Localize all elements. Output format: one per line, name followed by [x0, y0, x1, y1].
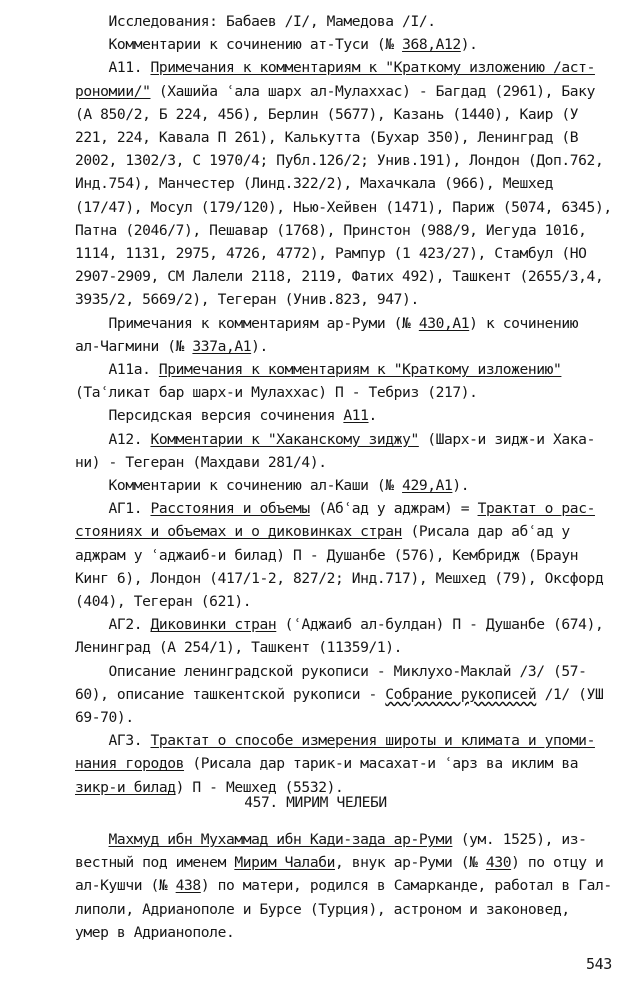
line-text: 221, 224, Кавала П 261), Калькутта (Бухар 350), Ленинград (В	[75, 129, 579, 146]
text-line	[75, 12, 631, 32]
line-text: Персидская версия сочинения	[75, 407, 344, 425]
line-text: ).	[452, 477, 470, 494]
text-line	[75, 174, 631, 194]
line-text: 60), описание ташкентской рукописи -	[75, 685, 386, 703]
underlined-title: Диковинки стран	[150, 616, 277, 634]
line-text: ал-Кушчи (№	[75, 877, 176, 895]
underlined-title: Примечания к комментариям к "Краткому изложению"	[158, 361, 562, 378]
wavy-underlined-title: Собрание рукописей	[385, 685, 537, 703]
line-text: A11а.	[75, 361, 159, 378]
line-text: (А 850/2, Б 224, 456), Берлин (5677), Казань (1440), Каир (У	[75, 105, 579, 123]
text-line	[75, 82, 631, 102]
line-text: Патна (2046/7), Пешавар (1768), Принстон (988/9, Иегуда 1016,	[75, 221, 587, 239]
page-number: 543	[586, 955, 612, 973]
entry-reference: A11	[343, 407, 369, 425]
line-text: (404), Тегеран (621).	[75, 593, 252, 610]
underlined-title: Комментарии к "Хаканскому зиджу"	[150, 430, 419, 448]
line-text: (Рисала дар тарик-и масахат-и ʿарз ва иклим ва	[184, 755, 579, 773]
underlined-title: зикр-и билад	[75, 778, 176, 796]
underlined-title: Трактат о рас-	[477, 500, 595, 518]
text-line	[75, 685, 631, 705]
line-text: аджрам у ʿаджаиб-и билад) П - Душанбе (576), Кембридж (Браун	[75, 546, 579, 564]
text-line	[75, 638, 631, 658]
text-line	[75, 876, 631, 896]
text-line	[75, 923, 631, 943]
underlined-title: Расстояния и объемы	[150, 500, 310, 518]
line-text: ) по матери, родился в Самарканде, работал в Гал-	[200, 877, 612, 895]
text-line	[75, 569, 631, 589]
text-line	[75, 35, 631, 55]
line-text: Примечания к комментариям ар-Руми (№	[75, 314, 419, 332]
line-text: ) к сочинению	[469, 314, 579, 332]
text-line	[75, 314, 631, 334]
line-text: Инд.754), Манчестер (Линд.322/2), Махачкала (966), Мешхед	[75, 175, 554, 193]
line-text: вестный под именем	[75, 854, 235, 872]
text-line	[75, 662, 631, 682]
line-text: (Рисала дар абʿад у	[402, 523, 570, 541]
entry-reference: 430,A1	[418, 314, 470, 332]
line-text: (Абʿад у аджрам) =	[309, 500, 478, 518]
line-text: умер в Адрианополе.	[75, 923, 235, 941]
text-line	[75, 337, 631, 357]
text-line	[75, 244, 631, 264]
text-line	[75, 128, 631, 148]
line-text: ).	[460, 36, 478, 54]
text-line	[75, 360, 631, 380]
line-text: Ленинград (А 254/1), Ташкент (11359/1).	[75, 639, 403, 657]
line-text: 2002, 1302/3, С 1970/4; Публ.126/2; Унив.191), Лондон (Доп.762,	[75, 152, 604, 170]
text-line	[75, 900, 631, 920]
text-line	[75, 290, 631, 310]
section-heading: 457. МИРИМ ЧЕЛЕБИ	[244, 794, 387, 811]
line-text: (Шарх-и зидж-и Хака-	[418, 430, 595, 448]
text-line	[75, 830, 631, 850]
line-text: липоли, Адрианополе и Бурсе (Турция), астроном и законовед,	[75, 900, 570, 918]
line-text: (17/47), Мосул (179/120), Нью-Хейвен (1471), Париж (5074, 6345),	[75, 198, 612, 216]
line-text: 69-70).	[75, 709, 134, 726]
text-line	[75, 406, 631, 426]
text-line	[75, 476, 631, 496]
line-text	[75, 831, 109, 848]
text-line	[75, 151, 631, 171]
underlined-title: Трактат о способе измерения широты и климата и упоми-	[150, 732, 595, 750]
line-text: Комментарии к сочинению ал-Каши (№	[75, 477, 403, 494]
line-text: (ʿАджаиб ал-булдан) П - Душанбе (674),	[276, 616, 604, 634]
entry-reference: 368,A12	[402, 36, 461, 54]
line-text: (ум. 1525), из-	[452, 831, 587, 848]
text-line	[75, 105, 631, 125]
line-text: ) П - Мешхед (5532).	[175, 778, 344, 796]
line-text: Кинг 6), Лондон (417/1-2, 827/2; Инд.717), Мешхед (79), Оксфорд	[75, 569, 604, 587]
line-text: АГ1.	[75, 500, 151, 518]
line-text: 1114, 1131, 2975, 4726, 4772), Рампур (1 423/27), Стамбул (НО	[75, 245, 587, 262]
text-line	[75, 499, 631, 519]
line-text: (Хашийа ʿала шарх ал-Мулаххас) - Багдад (2961), Баку	[150, 82, 595, 100]
line-text: АГ3.	[75, 732, 151, 750]
line-text: Исследования: Бабаев /I/, Мамедова /I/.	[75, 13, 436, 30]
line-text: (Таʿликат бар шарх-и Мулаххас) П - Тебриз (217).	[75, 384, 478, 402]
text-line	[75, 754, 631, 774]
entry-reference: 429,A1	[402, 477, 453, 494]
text-line	[75, 708, 631, 728]
underlined-title: стояниях и объемах и о диковинках стран	[75, 523, 403, 541]
line-text: , внук ар-Руми (№	[334, 854, 486, 872]
line-text: 2907-2909, СМ Лалели 2118, 2119, Фатих 492), Ташкент (2655/3,4,	[75, 268, 604, 286]
text-line	[75, 546, 631, 566]
line-text: .	[368, 407, 377, 425]
text-line	[75, 453, 631, 473]
line-text: Описание ленинградской рукописи - Миклухо-Маклай /3/ (57-	[75, 662, 587, 680]
line-text: ни) - Тегеран (Махдави 281/4).	[75, 453, 327, 471]
text-line	[75, 522, 631, 542]
text-line	[75, 221, 631, 241]
underlined-title: 438	[175, 877, 201, 895]
line-text: ал-Чагмини (№	[75, 337, 193, 355]
text-line	[75, 853, 631, 873]
text-line	[75, 383, 631, 403]
underlined-title: Махмуд ибн Мухаммад ибн Кади-зада ар-Руми	[108, 831, 453, 848]
underlined-title: Мирим Чалаби	[234, 854, 335, 872]
line-text: A12.	[75, 430, 151, 448]
text-line	[75, 731, 631, 751]
underlined-title: нания городов	[75, 755, 185, 773]
text-line	[75, 592, 631, 612]
underlined-title: 430	[485, 854, 512, 872]
underlined-title: Примечания к комментариям к "Краткому изложению /аст-	[150, 59, 595, 77]
text-line	[75, 58, 631, 78]
line-text: ) по отцу и	[511, 854, 604, 872]
entry-reference: 337а,A1	[192, 337, 252, 355]
underlined-title: рономии/"	[75, 82, 151, 100]
line-text: /1/ (УШ	[536, 685, 604, 703]
line-text: 3935/2, 5669/2), Тегеран (Унив.823, 947).	[75, 291, 419, 309]
line-text: A11.	[75, 59, 151, 77]
text-line	[75, 267, 631, 287]
line-text: ).	[251, 337, 268, 355]
line-text: Комментарии к сочинению ат-Туси (№	[75, 36, 403, 54]
text-line	[75, 198, 631, 218]
text-line	[75, 430, 631, 450]
line-text: АГ2.	[75, 616, 151, 634]
text-line	[75, 615, 631, 635]
